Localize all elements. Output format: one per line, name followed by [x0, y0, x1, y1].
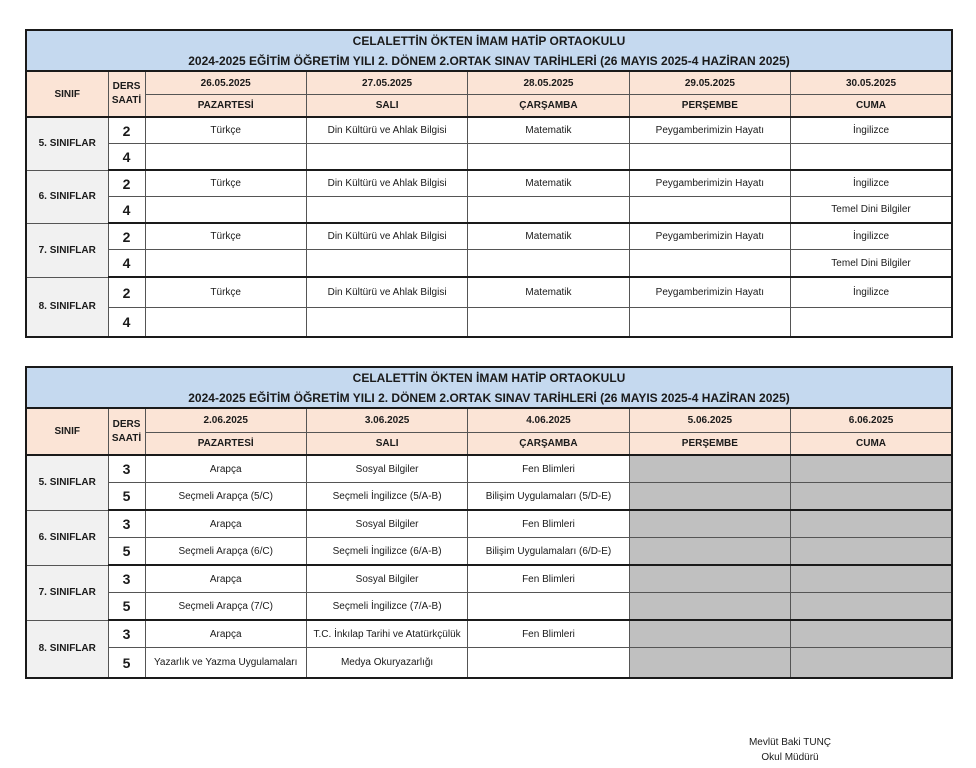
- exam-cell: [468, 197, 629, 224]
- exam-cell: [145, 250, 306, 278]
- exam-cell: [791, 538, 952, 566]
- schedule-row: [26, 223, 952, 250]
- exam-cell: Matematik: [468, 277, 629, 308]
- date-header: 3.06.2025: [306, 408, 467, 433]
- exam-cell: Türkçe: [145, 117, 306, 144]
- schedule-row: [26, 538, 952, 566]
- exam-cell: [629, 565, 790, 593]
- ders-saati-header: [108, 71, 145, 117]
- ders-saati-header: [108, 408, 145, 455]
- lesson-hours: 3: [108, 510, 145, 538]
- exam-cell: [791, 308, 952, 338]
- exam-cell: Matematik: [468, 117, 629, 144]
- exam-cell: Türkçe: [145, 170, 306, 197]
- ders-label: DERS: [112, 418, 141, 430]
- lesson-hours: 5: [108, 483, 145, 511]
- class-label: 5. SINIFLAR: [26, 117, 108, 170]
- subtitle-row: [26, 388, 952, 408]
- exam-cell: Seçmeli İngilizce (5/A-B): [306, 483, 467, 511]
- exam-table-week2-body: [26, 367, 952, 678]
- lesson-hours: 5: [108, 593, 145, 621]
- day-header: SALI: [306, 433, 467, 456]
- day-header: CUMA: [791, 95, 952, 118]
- schedule-row: [26, 455, 952, 483]
- exam-cell: Fen Blimleri: [468, 455, 629, 483]
- lesson-hours: 3: [108, 565, 145, 593]
- exam-cell: [629, 648, 790, 679]
- exam-cell: [468, 648, 629, 679]
- exam-cell: Seçmeli İngilizce (7/A-B): [306, 593, 467, 621]
- exam-cell: İngilizce: [791, 170, 952, 197]
- exam-cell: [629, 593, 790, 621]
- exam-cell: Peygamberimizin Hayatı: [629, 170, 790, 197]
- lesson-hours: 4: [108, 144, 145, 171]
- class-label: 6. SINIFLAR: [26, 170, 108, 223]
- class-label: 6. SINIFLAR: [26, 510, 108, 565]
- exam-cell: T.C. İnkılap Tarihi ve Atatürkçülük: [306, 620, 467, 648]
- lesson-hours: 4: [108, 197, 145, 224]
- exam-cell: İngilizce: [791, 277, 952, 308]
- exam-cell: İngilizce: [791, 117, 952, 144]
- exam-cell: [791, 144, 952, 171]
- lesson-hours: 2: [108, 117, 145, 144]
- class-label: 7. SINIFLAR: [26, 565, 108, 620]
- lesson-hours: 3: [108, 455, 145, 483]
- exam-cell: Seçmeli Arapça (6/C): [145, 538, 306, 566]
- exam-cell: [306, 197, 467, 224]
- lesson-hours: 5: [108, 648, 145, 679]
- exam-cell: Sosyal Bilgiler: [306, 455, 467, 483]
- lesson-hours: 4: [108, 250, 145, 278]
- date-header: 6.06.2025: [791, 408, 952, 433]
- exam-cell: Din Kültürü ve Ahlak Bilgisi: [306, 170, 467, 197]
- schedule-row: [26, 593, 952, 621]
- exam-cell: [306, 144, 467, 171]
- exam-cell: [629, 538, 790, 566]
- schedule-row: [26, 170, 952, 197]
- saati-label: SAATİ: [111, 95, 142, 106]
- exam-cell: Temel Dini Bilgiler: [791, 197, 952, 224]
- lesson-hours: 4: [108, 308, 145, 338]
- principal-title: Okul Müdürü: [761, 752, 819, 763]
- schedule-row: [26, 565, 952, 593]
- sinif-header: SINIF: [26, 71, 108, 117]
- exam-cell: Türkçe: [145, 223, 306, 250]
- exam-subtitle: 2024-2025 EĞİTİM ÖĞRETİM YILI 2. DÖNEM 2.ORTAK SINAV TARİHLERİ (26 MAYIS 2025-4 HAZİRAN 2025): [26, 51, 952, 71]
- ders-label: DERS: [112, 81, 141, 92]
- exam-cell: Arapça: [145, 620, 306, 648]
- exam-cell: [791, 648, 952, 679]
- day-row: [26, 433, 952, 456]
- exam-cell: Fen Blimleri: [468, 565, 629, 593]
- exam-cell: [468, 593, 629, 621]
- exam-cell: Temel Dini Bilgiler: [791, 250, 952, 278]
- date-row: [26, 71, 952, 95]
- exam-cell: Arapça: [145, 510, 306, 538]
- exam-cell: [629, 483, 790, 511]
- exam-cell: Seçmeli İngilizce (6/A-B): [306, 538, 467, 566]
- schedule-row: [26, 620, 952, 648]
- lesson-hours: 5: [108, 538, 145, 566]
- exam-table-week1-body: [26, 30, 952, 337]
- exam-cell: Fen Blimleri: [468, 620, 629, 648]
- exam-cell: Din Kültürü ve Ahlak Bilgisi: [306, 223, 467, 250]
- class-label: 8. SINIFLAR: [26, 620, 108, 678]
- schedule-row: [26, 197, 952, 224]
- class-label: 7. SINIFLAR: [26, 223, 108, 277]
- schedule-row: [26, 648, 952, 679]
- class-label: 5. SINIFLAR: [26, 455, 108, 510]
- day-row: [26, 95, 952, 118]
- schedule-row: [26, 117, 952, 144]
- exam-table-week1: [25, 29, 953, 338]
- title-row: [26, 30, 952, 51]
- class-label: 8. SINIFLAR: [26, 277, 108, 337]
- schedule-row: [26, 483, 952, 511]
- exam-cell: Seçmeli Arapça (7/C): [145, 593, 306, 621]
- exam-subtitle: 2024-2025 EĞİTİM ÖĞRETİM YILI 2. DÖNEM 2.ORTAK SINAV TARİHLERİ (26 MAYIS 2025-4 HAZİRAN 2025): [26, 388, 952, 408]
- date-header: 29.05.2025: [629, 71, 790, 95]
- lesson-hours: 2: [108, 170, 145, 197]
- exam-cell: [468, 144, 629, 171]
- exam-cell: [791, 620, 952, 648]
- day-header: CUMA: [791, 433, 952, 456]
- exam-cell: Arapça: [145, 565, 306, 593]
- exam-cell: [791, 593, 952, 621]
- exam-cell: Seçmeli Arapça (5/C): [145, 483, 306, 511]
- date-header: 5.06.2025: [629, 408, 790, 433]
- lesson-hours: 2: [108, 277, 145, 308]
- day-header: PERŞEMBE: [629, 433, 790, 456]
- date-header: 30.05.2025: [791, 71, 952, 95]
- day-header: SALI: [306, 95, 467, 118]
- date-header: 27.05.2025: [306, 71, 467, 95]
- exam-cell: [629, 197, 790, 224]
- schedule-row: [26, 277, 952, 308]
- exam-cell: [145, 144, 306, 171]
- exam-cell: [145, 197, 306, 224]
- exam-cell: Matematik: [468, 170, 629, 197]
- lesson-hours: 2: [108, 223, 145, 250]
- exam-cell: Fen Blimleri: [468, 510, 629, 538]
- exam-cell: Türkçe: [145, 277, 306, 308]
- exam-cell: Sosyal Bilgiler: [306, 565, 467, 593]
- exam-cell: [629, 250, 790, 278]
- schedule-row: [26, 510, 952, 538]
- exam-cell: Peygamberimizin Hayatı: [629, 117, 790, 144]
- sinif-header: SINIF: [26, 408, 108, 455]
- exam-cell: Sosyal Bilgiler: [306, 510, 467, 538]
- date-header: 2.06.2025: [145, 408, 306, 433]
- exam-cell: [468, 250, 629, 278]
- day-header: PERŞEMBE: [629, 95, 790, 118]
- school-title: CELALETTİN ÖKTEN İMAM HATİP ORTAOKULU: [26, 30, 952, 51]
- exam-cell: [629, 455, 790, 483]
- exam-cell: Yazarlık ve Yazma Uygulamaları: [145, 648, 306, 679]
- exam-cell: [306, 250, 467, 278]
- day-header: ÇARŞAMBA: [468, 95, 629, 118]
- principal-name: Mevlüt Baki TUNÇ: [748, 737, 832, 748]
- exam-cell: Peygamberimizin Hayatı: [629, 277, 790, 308]
- exam-cell: [629, 144, 790, 171]
- exam-cell: Din Kültürü ve Ahlak Bilgisi: [306, 117, 467, 144]
- day-header: PAZARTESİ: [145, 95, 306, 118]
- exam-cell: İngilizce: [791, 223, 952, 250]
- saati-label: SAATİ: [111, 432, 142, 444]
- exam-table-week2: [25, 366, 953, 679]
- date-header: 4.06.2025: [468, 408, 629, 433]
- subtitle-row: [26, 51, 952, 71]
- exam-cell: [629, 308, 790, 338]
- exam-cell: [791, 483, 952, 511]
- exam-cell: Bilişim Uygulamaları (6/D-E): [468, 538, 629, 566]
- date-header: 28.05.2025: [468, 71, 629, 95]
- school-title: CELALETTİN ÖKTEN İMAM HATİP ORTAOKULU: [26, 367, 952, 388]
- title-row: [26, 367, 952, 388]
- day-header: ÇARŞAMBA: [468, 433, 629, 456]
- exam-cell: Peygamberimizin Hayatı: [629, 223, 790, 250]
- day-header: PAZARTESİ: [145, 433, 306, 456]
- exam-cell: [791, 510, 952, 538]
- schedule-row: [26, 308, 952, 338]
- exam-cell: Arapça: [145, 455, 306, 483]
- exam-cell: Matematik: [468, 223, 629, 250]
- exam-cell: [791, 565, 952, 593]
- exam-cell: Din Kültürü ve Ahlak Bilgisi: [306, 277, 467, 308]
- exam-cell: [629, 510, 790, 538]
- schedule-row: [26, 144, 952, 171]
- exam-cell: Bilişim Uygulamaları (5/D-E): [468, 483, 629, 511]
- schedule-row: [26, 250, 952, 278]
- exam-cell: [468, 308, 629, 338]
- exam-cell: [145, 308, 306, 338]
- date-header: 26.05.2025: [145, 71, 306, 95]
- date-row: [26, 408, 952, 433]
- exam-cell: [306, 308, 467, 338]
- exam-cell: [629, 620, 790, 648]
- exam-cell: Medya Okuryazarlığı: [306, 648, 467, 679]
- exam-cell: [791, 455, 952, 483]
- lesson-hours: 3: [108, 620, 145, 648]
